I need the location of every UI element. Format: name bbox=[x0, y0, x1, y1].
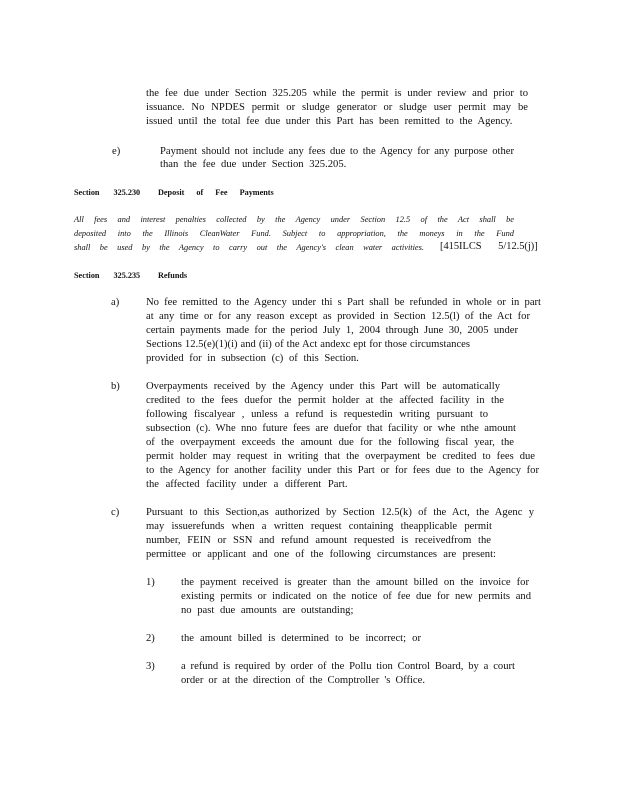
statutory-text-line: All fees and interest penalties collected by the Agency under Section 12.5 of the Act shall be bbox=[74, 215, 514, 224]
item-label-c1: 1) bbox=[146, 577, 155, 588]
paragraph-line: credited to the fees duefor the permit holder at the affected facility in the bbox=[146, 395, 504, 406]
paragraph-line: Overpayments received by the Agency under this Part will be automatically bbox=[146, 381, 500, 392]
paragraph-line: the affected facility under a different Part. bbox=[146, 479, 348, 490]
statutory-citation: [415ILCS 5/12.5(j)] bbox=[440, 241, 538, 252]
paragraph-line: provided for in subsection (c) of this Section. bbox=[146, 353, 359, 364]
item-label-c2: 2) bbox=[146, 633, 155, 644]
section-number: Section 325.235 bbox=[74, 271, 141, 280]
paragraph-line: issuance. No NPDES permit or sludge generator or sludge user permit may be bbox=[146, 102, 528, 113]
paragraph-line: no past due amounts are outstanding; bbox=[181, 605, 354, 616]
item-label-b: b) bbox=[111, 381, 120, 392]
item-label-e: e) bbox=[112, 146, 121, 157]
item-label-c3: 3) bbox=[146, 661, 155, 672]
paragraph-line: to the Agency for another facility under this Part or for fees due to the Agency for bbox=[146, 465, 539, 476]
statutory-text-line: shall be used by the Agency to carry out the Agency's clean water activities. bbox=[74, 243, 424, 252]
section-title: Refunds bbox=[158, 271, 188, 280]
paragraph-line: following fiscalyear , unless a refund is requestedin writing pursuant to bbox=[146, 409, 488, 420]
statutory-text-line: deposited into the Illinois CleanWater Fund. Subject to appropriation, the moneys in the Fund bbox=[74, 229, 514, 238]
paragraph-line: permittee or applicant and one of the following circumstances are present: bbox=[146, 549, 496, 560]
paragraph-line: the payment received is greater than the amount billed on the invoice for bbox=[181, 577, 529, 588]
paragraph-line: the amount billed is determined to be incorrect; or bbox=[181, 633, 421, 644]
paragraph-line: Pursuant to this Section,as authorized by Section 12.5(k) of the Act, the Agenc y bbox=[146, 507, 534, 518]
paragraph-line: number, FEIN or SSN and refund amount requested is receivedfrom the bbox=[146, 535, 491, 546]
paragraph-line: order or at the direction of the Comptroller 's Office. bbox=[181, 675, 425, 686]
item-label-a: a) bbox=[111, 297, 120, 308]
paragraph-line: of the overpayment exceeds the amount due for the following fiscal year, the bbox=[146, 437, 514, 448]
paragraph-line: than the fee due under Section 325.205. bbox=[160, 159, 347, 170]
paragraph-line: Sections 12.5(e)(1)(i) and (ii) of the Act andexc ept for those circumstances bbox=[146, 339, 470, 350]
paragraph-line: permit holder may request in writing that the overpayment be credited to fees due bbox=[146, 451, 535, 462]
section-title: Deposit of Fee Payments bbox=[158, 188, 274, 197]
paragraph-line: Payment should not include any fees due to the Agency for any purpose other bbox=[160, 146, 514, 157]
paragraph-line: may issuerefunds when a written request containing theapplicable permit bbox=[146, 521, 492, 532]
paragraph-line: a refund is required by order of the Pollu tion Control Board, by a court bbox=[181, 661, 515, 672]
paragraph-line: No fee remitted to the Agency under thi s Part shall be refunded in whole or in part bbox=[146, 297, 541, 308]
paragraph-line: existing permits or indicated on the notice of fee due for new permits and bbox=[181, 591, 531, 602]
section-number: Section 325.230 bbox=[74, 188, 141, 197]
paragraph-line: issued until the total fee due under this Part has been remitted to the Agency. bbox=[146, 116, 513, 127]
paragraph-line: subsection (c). Whe nno future fees are duefor that facility or whe nthe amount bbox=[146, 423, 516, 434]
paragraph-line: certain payments made for the period July 1, 2004 through June 30, 2005 under bbox=[146, 325, 518, 336]
paragraph-line: at any time or for any reason except as provided in Section 12.5(l) of the Act for bbox=[146, 311, 530, 322]
paragraph-line: the fee due under Section 325.205 while the permit is under review and prior to bbox=[146, 88, 528, 99]
item-label-c: c) bbox=[111, 507, 120, 518]
